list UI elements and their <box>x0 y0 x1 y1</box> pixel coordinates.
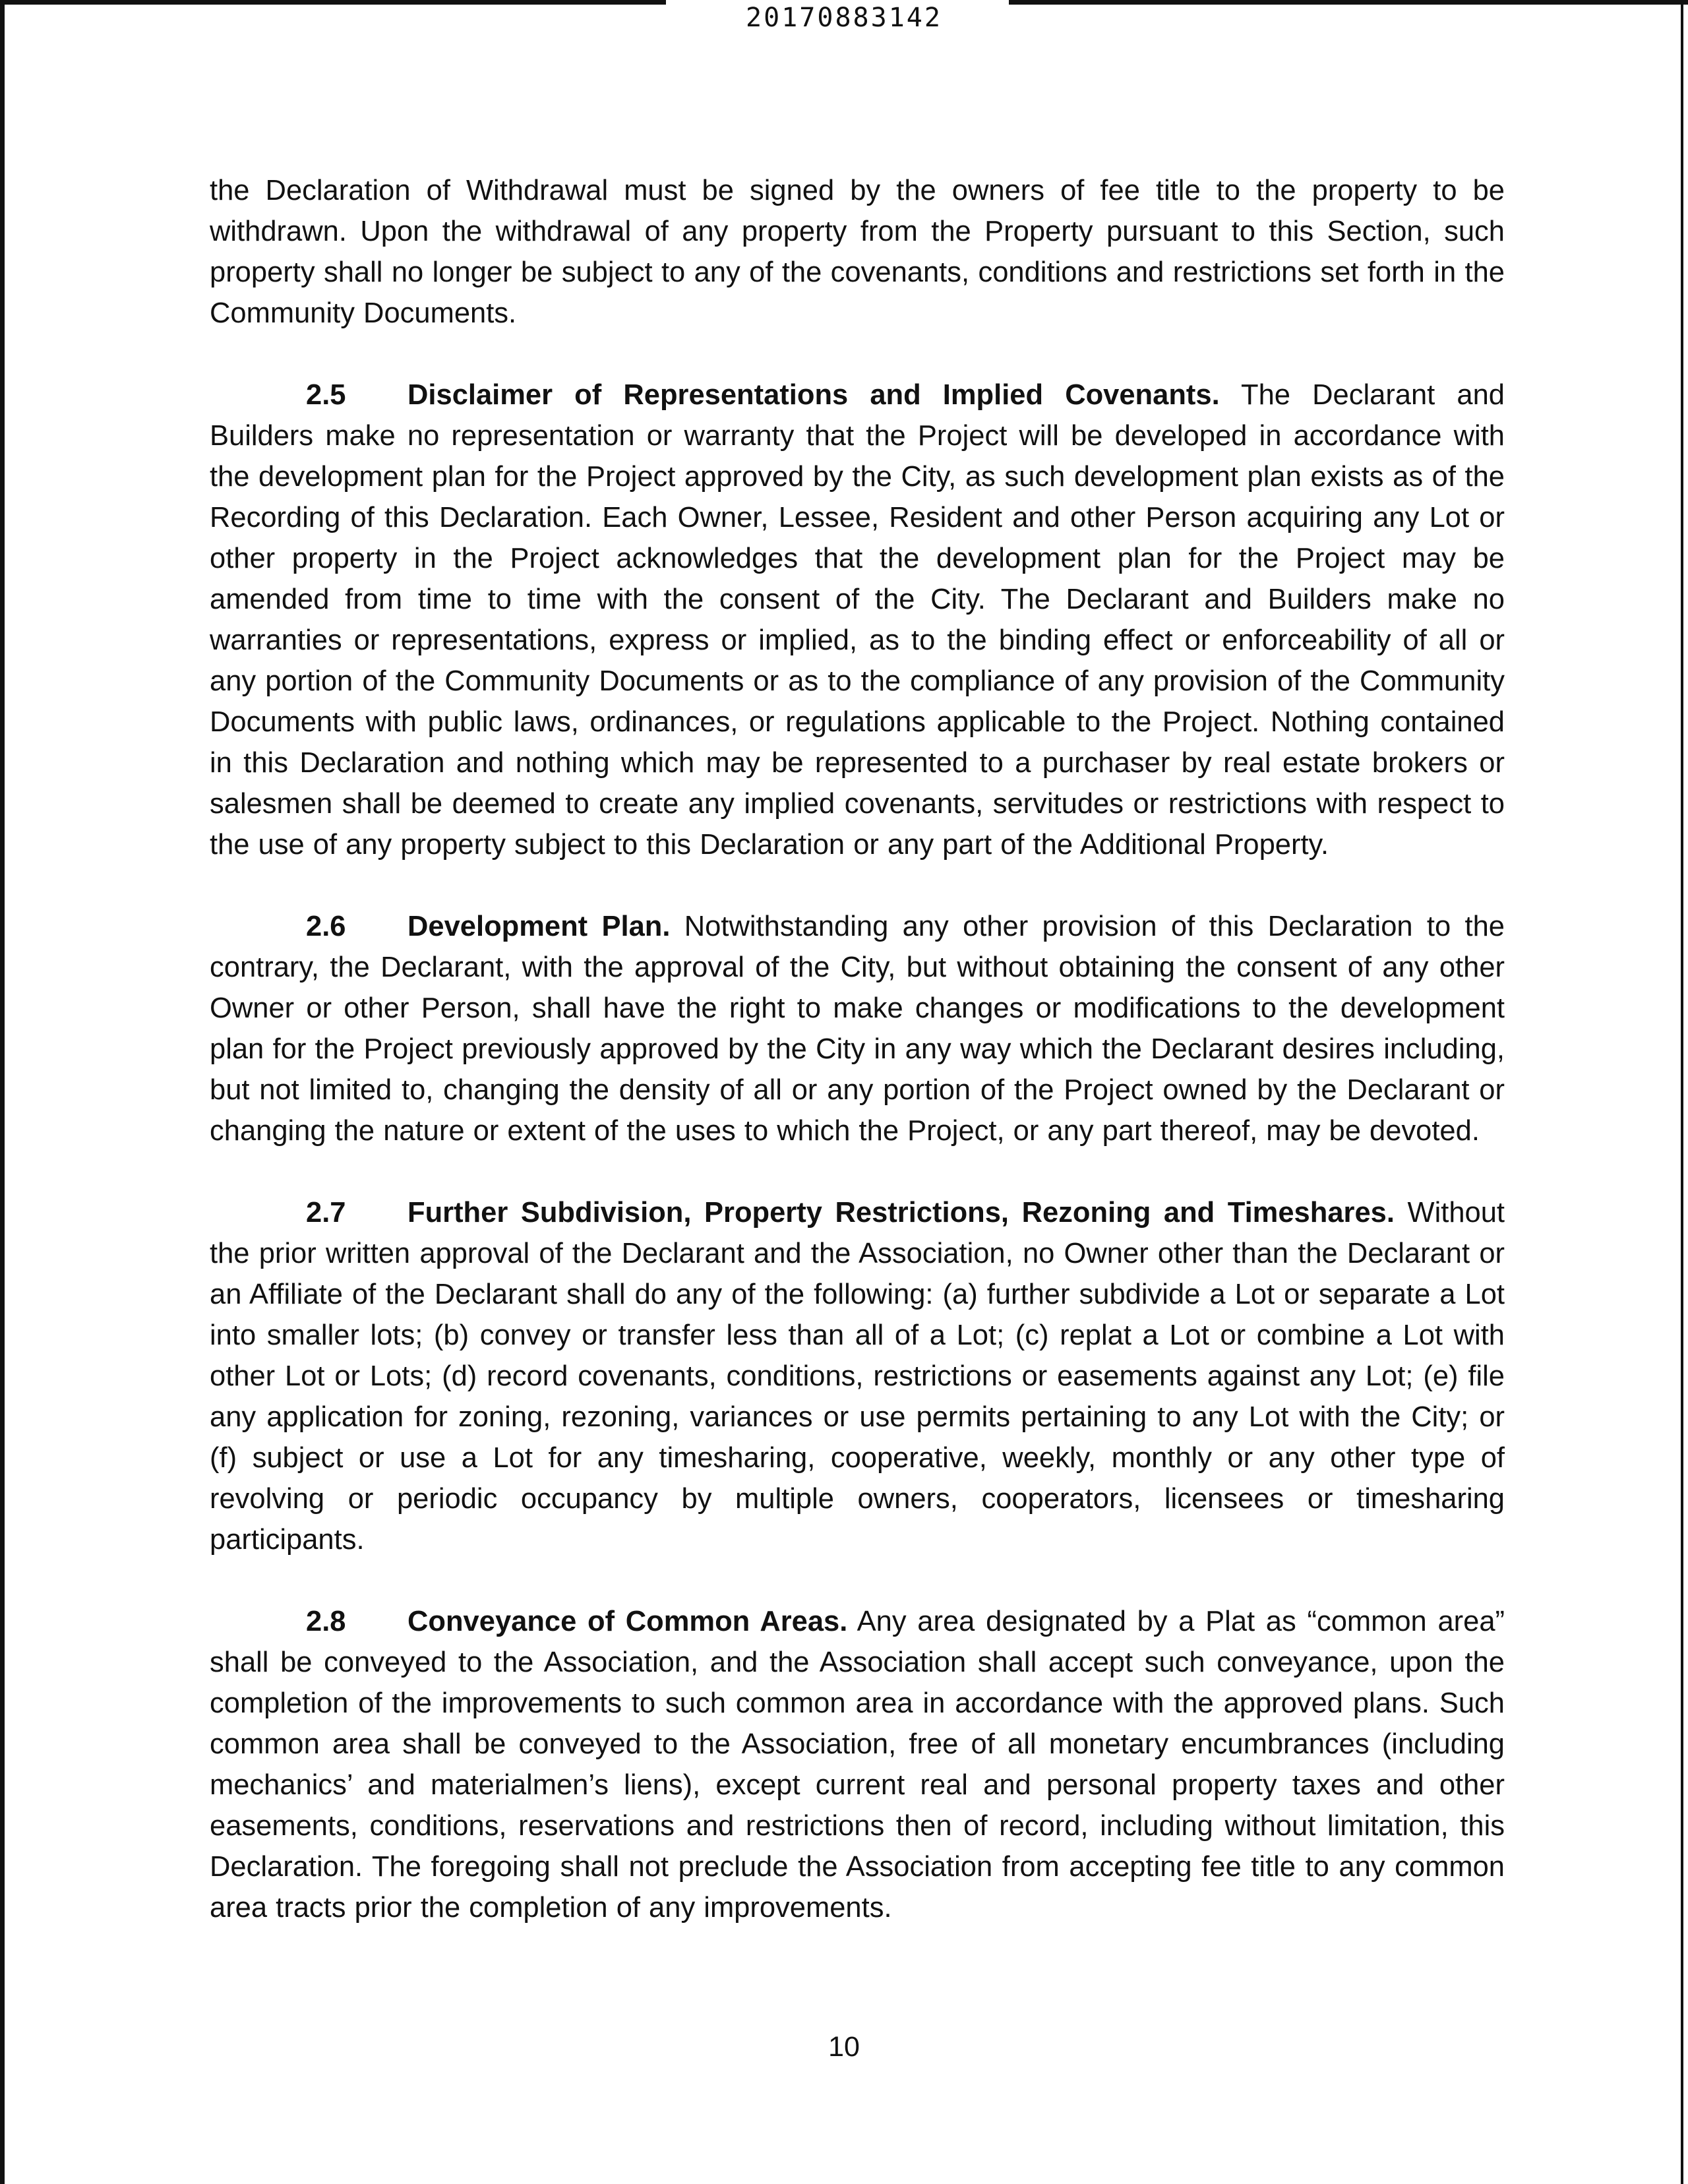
section-title: Conveyance of Common Areas. <box>407 1606 848 1637</box>
section-2-6 <box>210 906 1505 1151</box>
document-number: 20170883142 <box>746 3 942 33</box>
paragraph-text: the Declaration of Withdrawal must be signed by the owners of fee title to the property to be withdrawn. Upon the withdrawal of any property from the Property pursuant to this Section, such property shall no longer be subject to any of the covenants, conditions and restrictions set forth in the Community Documents. <box>210 175 1505 329</box>
section-2-8 <box>210 1601 1505 1928</box>
section-title: Development Plan. <box>407 911 671 942</box>
section-number: 2.6 <box>306 911 346 942</box>
page-number: 10 <box>828 2031 860 2063</box>
section-text: The Declarant and Builders make no representation or warranty that the Project will be developed in accordance with the development plan for the Project approved by the City, as such development plan exists as of the Recording of this Declaration. Each Owner, Lessee, Resident and other Person acquiring any Lot or other property in the Project acknowledges that the development plan for the Project may be amended from time to time with the consent of the City. The Declarant and Builders make no warranties or representations, express or implied, as to the binding effect or enforceability of all or any portion of the Community Documents or as to the compliance of any provision of the Community Documents with public laws, ordinances, or regulations applicable to the Project. Nothing contained in this Declaration and nothing which may be represented to a purchaser by real estate brokers or salesmen shall be deemed to create any implied covenants, servitudes or restrictions with respect to the use of any property subject to this Declaration or any part of the Additional Property. <box>210 379 1505 861</box>
scan-border-left <box>0 0 5 2184</box>
section-title: Further Subdivision, Property Restrictions, Rezoning and Timeshares. <box>407 1197 1395 1228</box>
section-number: 2.5 <box>306 379 346 411</box>
section-number: 2.8 <box>306 1606 346 1637</box>
section-text: Any area designated by a Plat as “common area” shall be conveyed to the Association, and the Association shall accept such conveyance, upon the completion of the improvements to such common area in accordance with the approved plans. Such common area shall be conveyed to the Association, free of all monetary encumbrances (including mechanics’ and materialmen’s liens), except current real and personal property taxes and other easements, conditions, reservations and restrictions then of record, including without limitation, this Declaration. The foregoing shall not preclude the Association from accepting fee title to any common area tracts prior the completion of any improvements. <box>210 1606 1505 1924</box>
document-body <box>210 170 1505 1969</box>
section-title: Disclaimer of Representations and Implied Covenants. <box>407 379 1220 411</box>
section-text: Without the prior written approval of the Declarant and the Association, no Owner other than the Declarant or an Affiliate of the Declarant shall do any of the following: (a) further subdivide a Lot or separate a Lot into smaller lots; (b) convey or transfer less than all of a Lot; (c) replat a Lot or combine a Lot with other Lot or Lots; (d) record covenants, conditions, restrictions or easements against any Lot; (e) file any application for zoning, rezoning, variances or use permits pertaining to any Lot with the City; or (f) subject or use a Lot for any timesharing, cooperative, weekly, monthly or any other type of revolving or periodic occupancy by multiple owners, cooperators, licensees or timesharing participants. <box>210 1197 1505 1556</box>
section-2-5 <box>210 375 1505 865</box>
section-number: 2.7 <box>306 1197 346 1228</box>
section-2-7 <box>210 1192 1505 1560</box>
paragraph-continuation <box>210 170 1505 334</box>
scan-border-right <box>1681 0 1683 2184</box>
section-text: Notwithstanding any other provision of this Declaration to the contrary, the Declarant, with the approval of the City, but without obtaining the consent of any other Owner or other Person, shall have the right to make changes or modifications to the development plan for the Project previously approved by the City in any way which the Declarant desires including, but not limited to, changing the density of all or any portion of the Project owned by the Declarant or changing the nature or extent of the uses to which the Project, or any part thereof, may be devoted. <box>210 911 1505 1147</box>
